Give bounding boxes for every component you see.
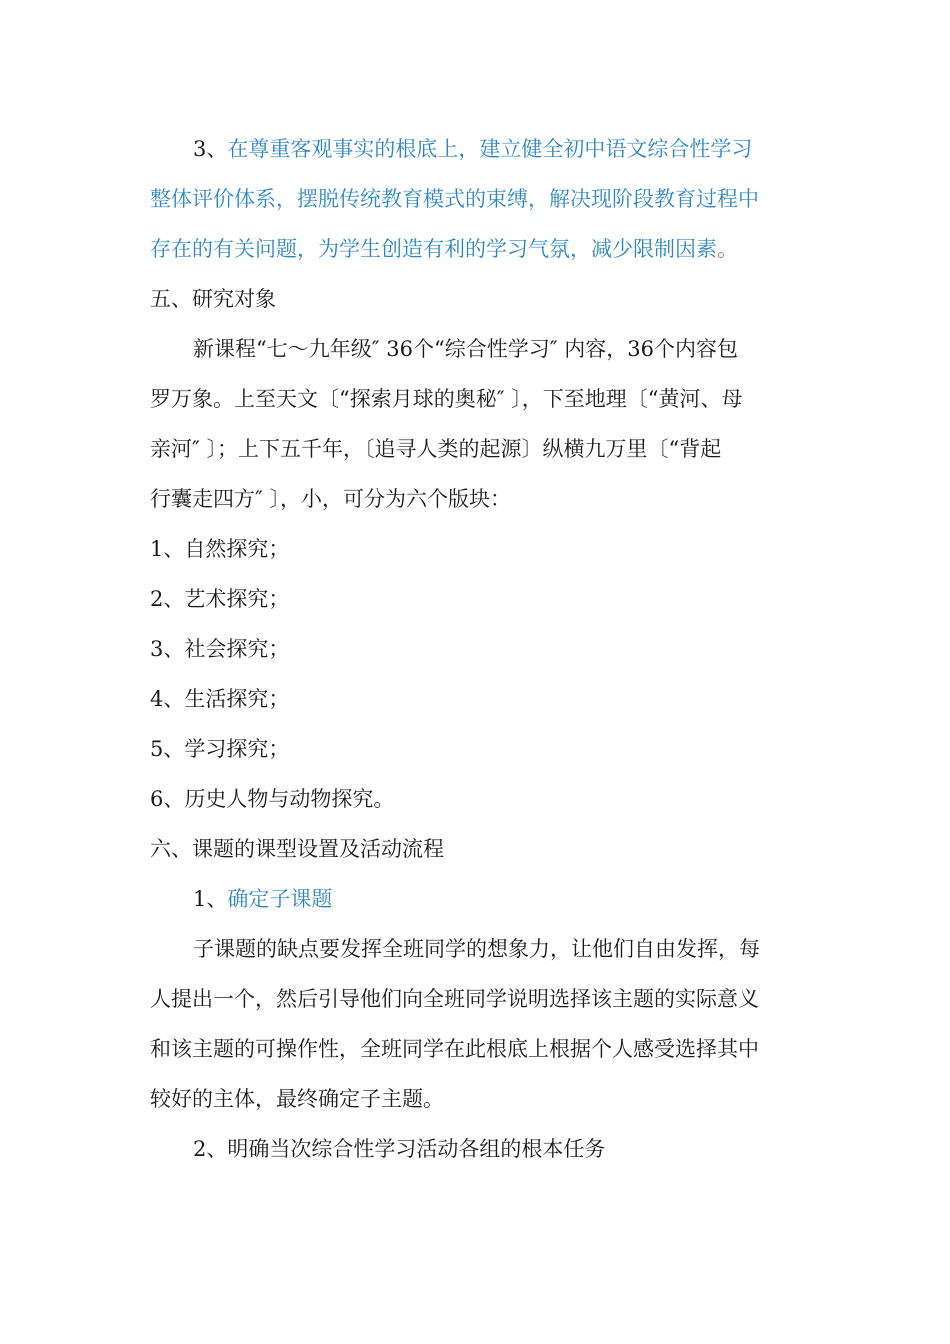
list-item: 2、艺术探究； [150, 587, 290, 611]
section5-heading: 五、研究对象 [150, 287, 276, 311]
section5-intro-line: 亲河″ 〕；上下五千年，〔追寻人类的起源〕纵横九万里〔“背起 [150, 437, 722, 461]
sub1-body-line: 和该主题的可操作性，全班同学在此根底上根据个人感受选择其中 [150, 1037, 759, 1061]
section5-intro-line: 罗万象。上至天文〔“探索月球的奥秘″ 〕，下至地理〔“黄河、母 [150, 387, 743, 411]
list-item: 6、历史人物与动物探究。 [150, 787, 395, 811]
section6-heading: 六、课题的课型设置及活动流程 [150, 837, 444, 861]
para3-end-mark: 。 [717, 237, 738, 261]
list-item: 1、自然探究； [150, 537, 290, 561]
list-item: 4、生活探究； [150, 687, 290, 711]
para3-line3 [150, 224, 800, 274]
sub1-number: 1、 [193, 887, 228, 911]
list-item: 3、社会探究； [150, 637, 290, 661]
list-item: 5、学习探究； [150, 737, 290, 761]
section5-intro-line: 行囊走四方″ 〕，小，可分为六个版块： [150, 487, 512, 511]
para3-number: 3、 [193, 137, 228, 161]
sub1-body-line: 人提出一个，然后引导他们向全班同学说明选择该主题的实际意义 [150, 987, 759, 1011]
para3-line1 [150, 124, 800, 174]
para3-text-line1: 在尊重客观事实的根底上，建立健全初中语文综合性学习 [227, 137, 753, 161]
sub1-title: 确定子课题 [227, 887, 333, 911]
section6-sub2-heading: 2、明确当次综合性学习活动各组的根本任务 [193, 1137, 606, 1161]
document-page [150, 124, 800, 1174]
sub1-body-line: 较好的主体，最终确定子主题。 [150, 1087, 444, 1111]
section6-sub1-heading [150, 874, 800, 924]
section5-intro-line: 新课程“七～九年级″ 36个“综合性学习″ 内容，36个内容包 [193, 337, 738, 361]
para3-line2: 整体评价体系，摆脱传统教育模式的束缚，解决现阶段教育过程中 [150, 187, 759, 211]
para3-text-line3: 存在的有关问题，为学生创造有利的学习气氛，减少限制因素 [150, 237, 717, 261]
sub1-body-line: 子课题的缺点要发挥全班同学的想象力，让他们自由发挥，每 [193, 937, 760, 961]
